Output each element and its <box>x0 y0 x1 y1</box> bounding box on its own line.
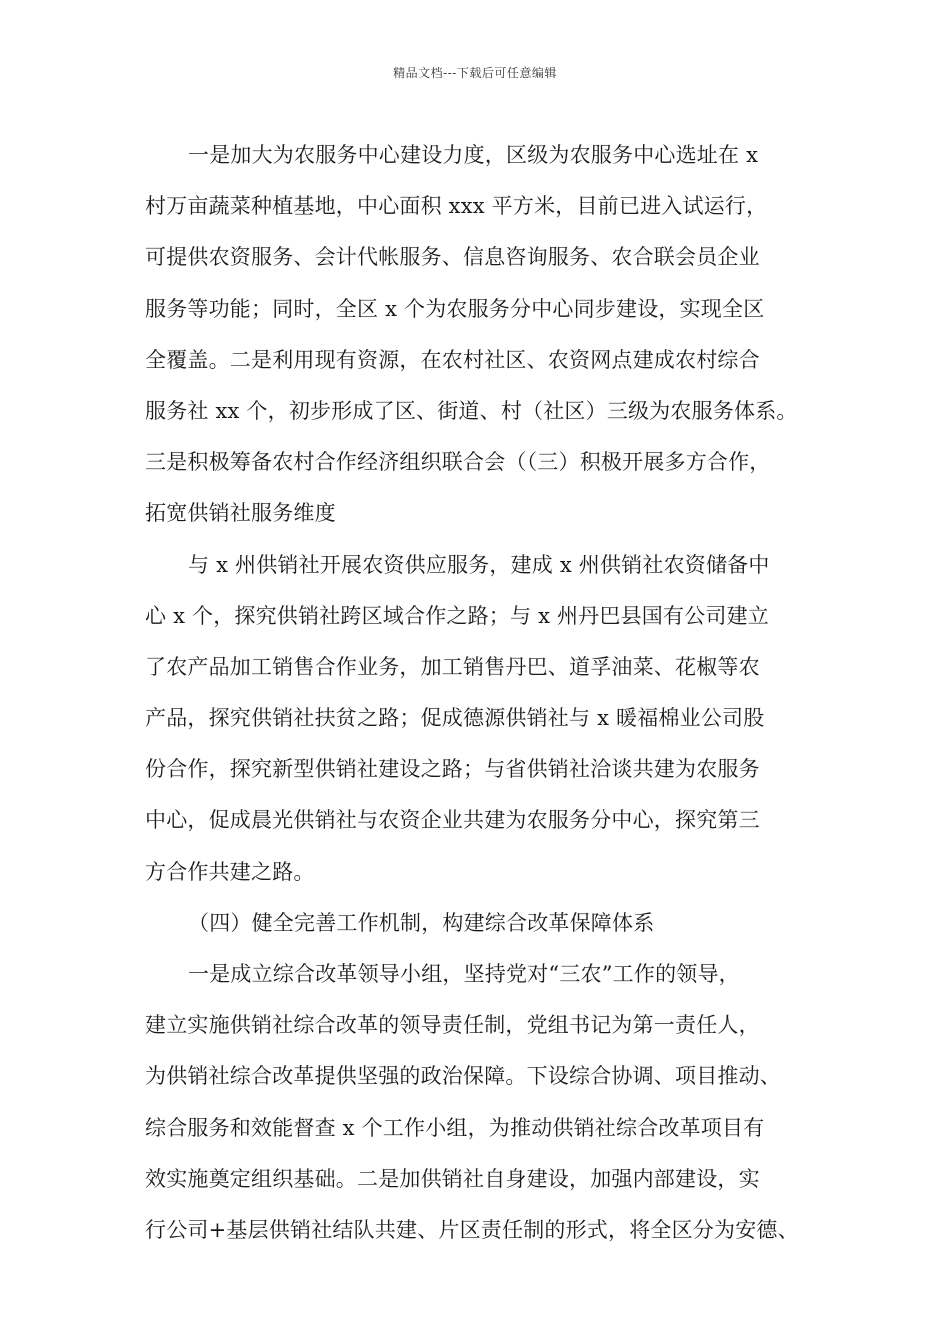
text-line: 心 x 个，探究供销社跨区域合作之路；与 x 州丹巴县国有公司建立 <box>145 603 769 628</box>
text-line: 一是加大为农服务中心建设力度，区级为农服务中心选址在 x <box>188 143 759 167</box>
text-line: 效实施奠定组织基础。二是加供销社自身建设，加强内部建设，实 <box>145 1166 760 1191</box>
text-line: 份合作，探究新型供销社建设之路；与省供销社洽谈共建为农服务 <box>145 757 760 782</box>
text-line: 与 x 州供销社开展农资供应服务，建成 x 州供销社农资储备中 <box>188 552 770 577</box>
text-line: 一是成立综合改革领导小组，坚持党对“三农”工作的领导， <box>188 962 740 986</box>
text-line: 产品，探究供销社扶贫之路；促成德源供销社与 x 暖福棉业公司股 <box>145 706 765 731</box>
text-line: 建立实施供销社综合改革的领导责任制，党组书记为第一责任人， <box>145 1013 760 1038</box>
text-line: 为供销社综合改革提供坚强的政治保障。下设综合协调、项目推动、 <box>145 1064 781 1089</box>
text-line: 了农产品加工销售合作业务，加工销售丹巴、道孚油菜、花椒等农 <box>145 654 760 679</box>
page-header: 精品文档---下载后可任意编辑 <box>393 66 557 80</box>
text-line: 方合作共建之路。 <box>145 859 315 884</box>
text-line: 中心，促成晨光供销社与农资企业共建为农服务分中心，探究第三 <box>145 808 760 833</box>
text-line: 村万亩蔬菜种植基地，中心面积 xxx 平方米，目前已进入试运行， <box>145 194 768 219</box>
text-line: 服务等功能；同时，全区 x 个为农服务分中心同步建设，实现全区 <box>145 296 765 321</box>
text-line: 服务社 xx 个，初步形成了区、街道、村（社区）三级为农服务体系。 <box>145 398 798 423</box>
text-line: 可提供农资服务、会计代帐服务、信息咨询服务、农合联会员企业 <box>145 245 760 270</box>
section-heading: （四）健全完善工作机制，构建综合改革保障体系 <box>188 910 655 935</box>
text-line: 全覆盖。二是利用现有资源，在农村社区、农资网点建成农村综合 <box>145 347 760 372</box>
text-line: 行公司+基层供销社结队共建、片区责任制的形式，将全区分为安德、 <box>145 1217 799 1242</box>
text-line: 三是积极筹备农村合作经济组织联合会（（三）积极开展多方合作， <box>145 450 771 475</box>
text-line: 综合服务和效能督查 x 个工作小组，为推动供销社综合改革项目有 <box>145 1115 765 1140</box>
text-line: 拓宽供销社服务维度 <box>145 501 336 526</box>
document-body <box>145 130 825 1256</box>
